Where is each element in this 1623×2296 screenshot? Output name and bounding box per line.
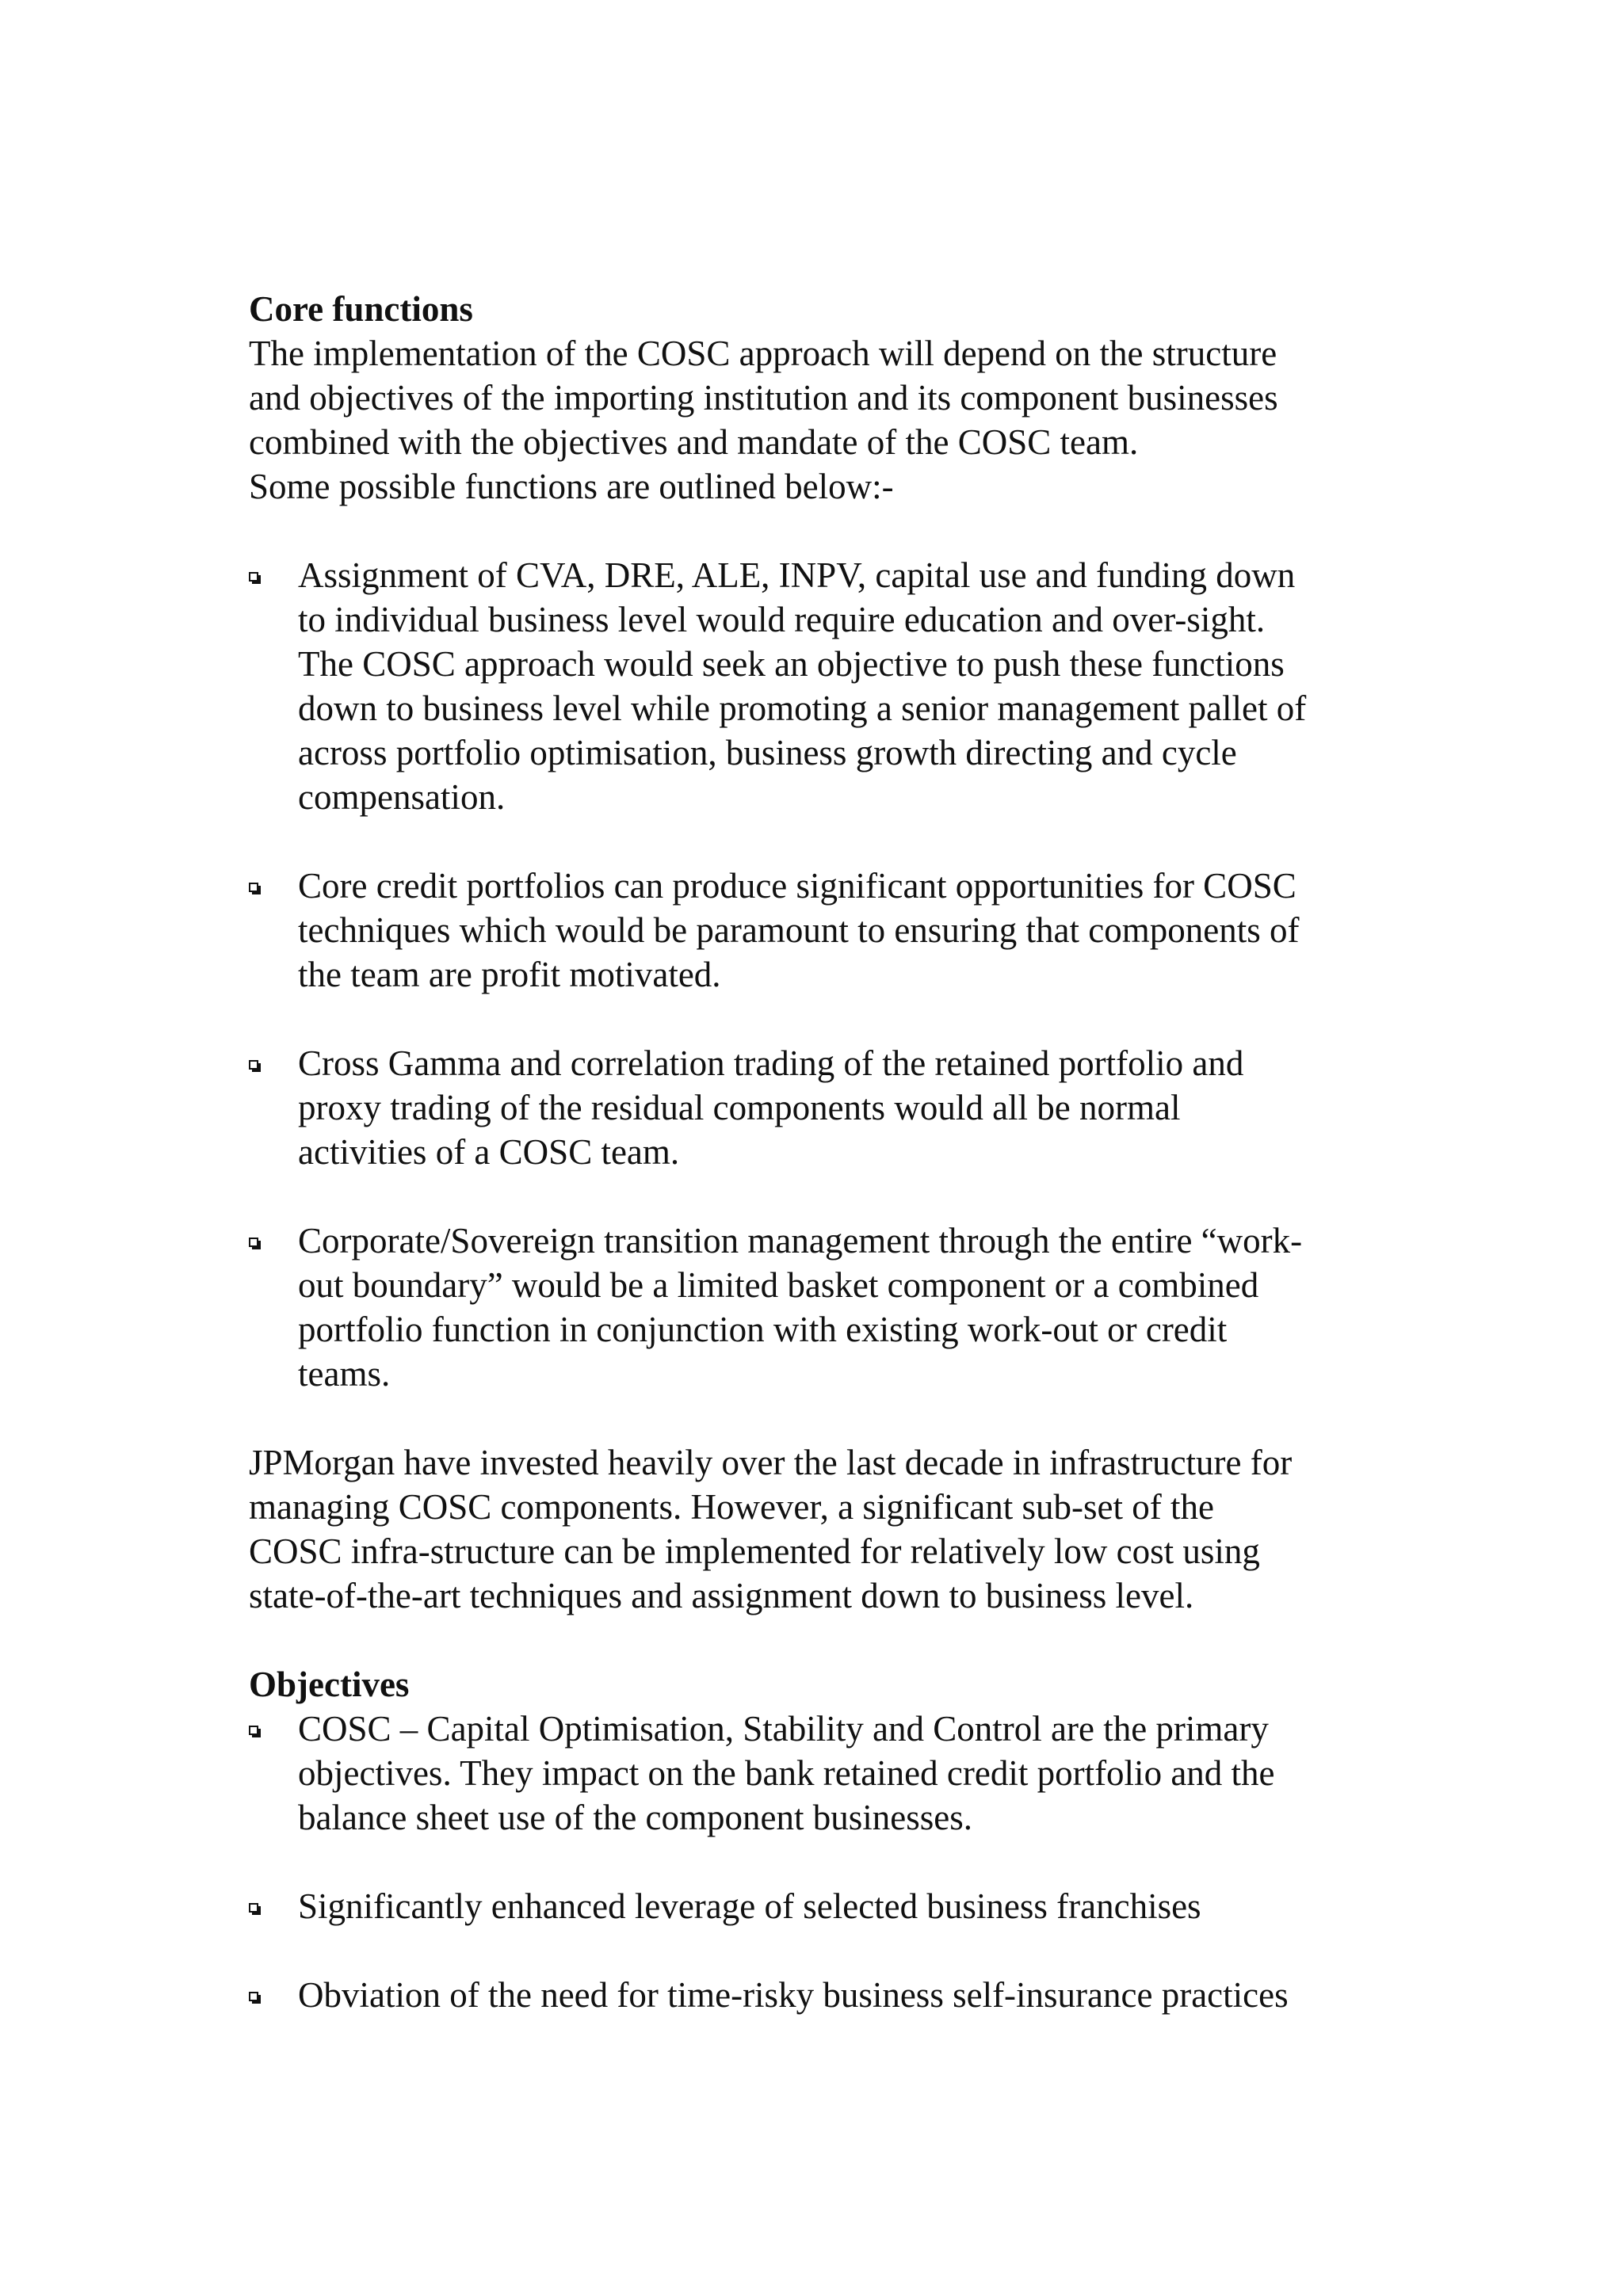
intro-line: Some possible functions are outlined below:- — [249, 467, 894, 506]
bullet-line: techniques which would be paramount to ensuring that components of — [298, 910, 1300, 950]
bullet-line: COSC – Capital Optimisation, Stability and Control are the primary — [298, 1709, 1269, 1749]
closing-line: managing COSC components. However, a significant sub-set of the — [249, 1487, 1214, 1527]
spacer — [249, 1618, 1406, 1662]
spacer — [249, 1396, 1406, 1440]
list-item — [249, 1041, 1406, 1174]
bullet-line: Assignment of CVA, DRE, ALE, INPV, capital use and funding down — [298, 555, 1296, 595]
closing-line: state-of-the-art techniques and assignment down to business level. — [249, 1576, 1194, 1615]
checkbox-square-icon — [249, 572, 258, 582]
bullet-line: across portfolio optimisation, business growth directing and cycle — [298, 733, 1237, 772]
list-item — [249, 1884, 1406, 1928]
bullet-line: objectives. They impact on the bank retained credit portfolio and the — [298, 1753, 1275, 1793]
bullet-line: out boundary” would be a limited basket component or a combined — [298, 1265, 1259, 1305]
spacer — [249, 1840, 1406, 1884]
bullet-line: compensation. — [298, 777, 506, 817]
objectives-heading: Objectives — [249, 1665, 410, 1704]
checkbox-square-icon — [249, 883, 258, 892]
core-functions-list — [249, 553, 1406, 1396]
bullet-line: The COSC approach would seek an objective to push these functions — [298, 644, 1285, 684]
checkbox-square-icon — [249, 1992, 258, 2001]
document-page — [249, 287, 1406, 2017]
bullet-line: proxy trading of the residual components would all be normal — [298, 1088, 1181, 1127]
spacer — [249, 819, 1406, 864]
checkbox-square-icon — [249, 1060, 258, 1070]
bullet-line: teams. — [298, 1354, 391, 1394]
closing-line: JPMorgan have invested heavily over the last decade in infrastructure for — [249, 1443, 1293, 1482]
bullet-line: Cross Gamma and correlation trading of the retained portfolio and — [298, 1043, 1244, 1083]
closing-paragraph — [249, 1440, 1406, 1618]
bullet-line: down to business level while promoting a senior management pallet of — [298, 688, 1307, 728]
checkbox-square-icon — [249, 1238, 258, 1247]
bullet-line: Significantly enhanced leverage of selected business franchises — [298, 1886, 1201, 1926]
intro-line: and objectives of the importing institution and its component businesses — [249, 378, 1278, 418]
spacer — [249, 1928, 1406, 1973]
bullet-line: the team are profit motivated. — [298, 955, 721, 994]
list-item — [249, 1707, 1406, 1840]
bullet-line: portfolio function in conjunction with existing work-out or credit — [298, 1310, 1228, 1349]
checkbox-square-icon — [249, 1726, 258, 1735]
checkbox-square-icon — [249, 1903, 258, 1913]
bullet-line: balance sheet use of the component businesses. — [298, 1798, 973, 1837]
bullet-line: Corporate/Sovereign transition management through the entire “work- — [298, 1221, 1303, 1261]
list-item — [249, 553, 1406, 819]
list-item — [249, 864, 1406, 997]
core-functions-heading: Core functions — [249, 289, 473, 329]
objectives-list — [249, 1707, 1406, 2017]
spacer — [249, 509, 1406, 553]
closing-line: COSC infra-structure can be implemented for relatively low cost using — [249, 1531, 1260, 1571]
bullet-line: Core credit portfolios can produce significant opportunities for COSC — [298, 866, 1296, 906]
spacer — [249, 997, 1406, 1041]
intro-line: The implementation of the COSC approach will depend on the structure — [249, 334, 1277, 373]
intro-line: combined with the objectives and mandate of the COSC team. — [249, 422, 1139, 462]
bullet-line: activities of a COSC team. — [298, 1132, 680, 1172]
list-item — [249, 1219, 1406, 1396]
spacer — [249, 1174, 1406, 1219]
bullet-line: to individual business level would require education and over-sight. — [298, 600, 1266, 639]
core-functions-intro — [249, 331, 1406, 509]
bullet-line: Obviation of the need for time-risky business self-insurance practices — [298, 1975, 1289, 2015]
list-item — [249, 1973, 1406, 2017]
